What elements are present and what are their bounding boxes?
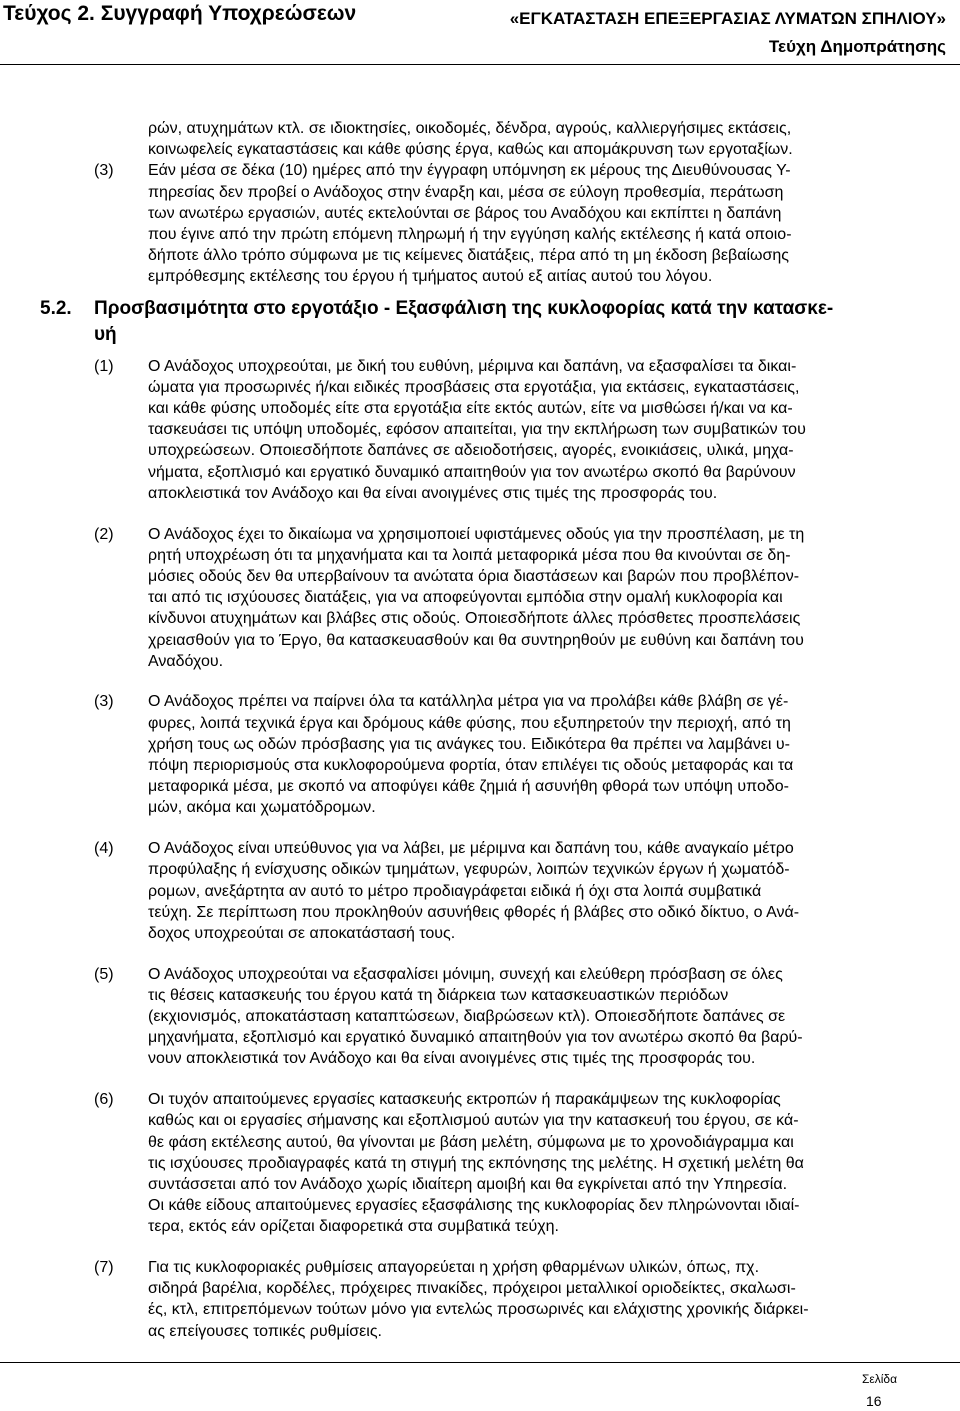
paragraph-line: αποκλειστικά τον Ανάδοχο και θα είναι ανοιγμένες στις τιμές της προσφοράς του.	[148, 484, 718, 502]
paragraph-line: τεύχη. Σε περίπτωση που προκληθούν ασυνήθεις φθορές ή βλάβες στο οδικό δίκτυο, ο Ανά-	[148, 903, 800, 921]
paragraph-line: ές, κτλ, επιτρεπόμενων τούτων μόνο για εντελώς προσωρινές και ελάχιστης χρονικής διάρκει-	[148, 1301, 809, 1319]
paragraph-line: χρήση τους ως οδών πρόσβασης για τις ανάγκες του. Ειδικότερα θα πρέπει να λαμβάνει υ-	[148, 735, 790, 753]
paragraph-line: (εκχιονισμός, αποκατάσταση καταπτώσεων, διαβρώσεων κτλ). Οποιεσδήποτε δαπάνες σε	[148, 1008, 786, 1025]
paragraph-line: προφύλαξης ή ενίσχυσης οδικών τμημάτων, γεφυρών, λοιπών τεχνικών έργων ή χωματόδ-	[148, 861, 790, 879]
paragraph-line: ρητή υποχρέωση ότι τα μηχανήματα και τα λοιπά μεταφορικά μέσα που θα κινούνται σε δη-	[148, 546, 791, 564]
paragraph-line: Ο Ανάδοχος υποχρεούται, με δική του ευθύνη, μέριμνα και δαπάνη, να εξασφαλίσει τα δικαι-	[148, 357, 797, 375]
paragraph-line: που έγινε από την πρώτη επόμενη πληρωμή ή την εγγύηση καλής εκτέλεσης ή κατά οποιο-	[148, 226, 792, 243]
paragraph-line: και κάθε φύσης υποδομές είτε στα εργοτάξια είτε εκτός αυτών, είτε να μισθώσει ή/και να κα-	[148, 400, 793, 417]
paragraph-line: Αναδόχου.	[148, 652, 224, 670]
paragraph-line: πηρεσίας δεν προβεί ο Ανάδοχος στην έναρξη και, μέσα σε εύλογη προθεσμία, περάτωση	[148, 183, 784, 201]
paragraph-line: νήματα, εξοπλισμό και εργατικό δυναμικό απαιτηθούν για τον ανωτέρω σκοπό θα βαρύνουν	[148, 463, 796, 481]
section-number: 5.2.	[40, 297, 72, 319]
paragraph-line: ται από τις ισχύουσες διατάξεις, για να αποφεύγονται εμπόδια στην ομαλή κυκλοφορία και	[148, 589, 783, 607]
paragraph-line: δοχος υποχρεούται σε αποκατάστασή τους.	[148, 924, 456, 942]
item-number: (4)	[94, 840, 114, 858]
paragraph-line: Ο Ανάδοχος έχει το δικαίωμα να χρησιμοποιεί υφιστάμενες οδούς για την προσπέλαση, με τη	[148, 525, 805, 543]
paragraph-line: τασκευάσει τις υπόψη υποδομές, εφόσον απαιτείται, για την εκπλήρωση των συμβατικών του	[148, 421, 806, 439]
paragraph-line: Για τις κυκλοφοριακές ρυθμίσεις απαγορεύεται η χρήση φθαρμένων υλικών, όπως, πχ.	[148, 1259, 760, 1276]
page-label: Σελίδα	[862, 1372, 898, 1386]
paragraph-line: Οι τυχόν απαιτούμενες εργασίες κατασκευής εκτροπών ή παρακάμψεων της κυκλοφορίας	[148, 1091, 781, 1109]
paragraph-line: τερα, εκτός εάν ορίζεται διαφορετικά στα συμβατικά τεύχη.	[148, 1218, 559, 1236]
item-number: (3)	[94, 693, 114, 711]
paragraph-line: Ο Ανάδοχος είναι υπεύθυνος για να λάβει, με μέριμνα και δαπάνη του, κάθε αναγκαίο μέτρο	[148, 840, 794, 858]
project-name: «ΕΓΚΑΤΑΣΤΑΣΗ ΕΠΕΞΕΡΓΑΣΙΑΣ ΛΥΜΑΤΩΝ ΣΠΗΛΙΟΥ»	[509, 9, 946, 28]
paragraph-line: Ο Ανάδοχος πρέπει να παίρνει όλα τα κατάλληλα μέτρα για να προλάβει κάθε βλάβη σε γέ-	[148, 693, 789, 711]
page-number: 16	[866, 1393, 882, 1409]
paragraph-line: Εάν μέσα σε δέκα (10) ημέρες από την έγγραφη υπόμνηση εκ μέρους της Διευθύνουσας Υ-	[148, 162, 791, 180]
paragraph-line: ρομων, ανεξάρτητα αν αυτό το μέτρο προδιαγράφεται ειδικά ή όχι στα λοιπά συμβατικά	[148, 882, 762, 900]
paragraph-line: σιδηρά βαρέλια, κορδέλες, πρόχειρες πινακίδες, πρόχειροι μεταλλικοί οριοδείκτες, σκαλωσι-	[148, 1280, 796, 1298]
item-number: (5)	[94, 965, 114, 983]
document-set-name: Τεύχη Δημοπράτησης	[768, 37, 946, 56]
paragraph-line: χρειασθούν για το Έργο, θα κατασκευασθούν και θα συντηρηθούν με ευθύνη και δαπάνη του	[148, 631, 804, 649]
paragraph-line: τις θέσεις κατασκευής του έργου κατά τη διάρκεια των κατασκευαστικών περιόδων	[148, 986, 729, 1004]
paragraph-line: Ο Ανάδοχος υποχρεούται να εξασφαλίσει μόνιμη, συνεχή και ελεύθερη πρόσβαση σε όλες	[148, 965, 783, 983]
paragraph-line: καθώς και οι εργασίες σήμανσης και εξοπλισμού αυτών για την κατασκευή του έργου, σε κά-	[148, 1112, 799, 1130]
paragraph-line: μεταφορικά μέσα, με σκοπό να αποφύγει κάθε ζημιά ή ασυνήθη φθορά των υπόψη υποδο-	[148, 778, 789, 796]
paragraph-line: συντάσσεται από τον Ανάδοχο χωρίς ιδιαίτερη αμοιβή και θα εγκρίνεται από την Υπηρεσία.	[148, 1175, 788, 1193]
footer-divider	[0, 1362, 960, 1363]
paragraph-line: κίνδυνοι ατυχημάτων και βλάβες στις οδούς. Οποιεσδήποτε άλλες πρόσθετες προσπελάσεις	[148, 610, 801, 628]
paragraph-line: νουν αποκλειστικά τον Ανάδοχο και θα είναι ανοιγμένες στις τιμές της προσφοράς του.	[148, 1050, 756, 1068]
paragraph-line: υποχρεώσεων. Οποιεσδήποτε δαπάνες σε αδειοδοτήσεις, αγορές, ενοικιάσεις, υλικά, μηχα-	[148, 442, 794, 460]
document-volume-title: Τεύχος 2. Συγγραφή Υποχρεώσεων	[3, 2, 357, 25]
paragraph-line: κοινωφελείς εγκαταστάσεις και κάθε φύσης έργα, καθώς και απομάκρυνση των εργοταξίων.	[148, 141, 793, 159]
header-divider	[0, 64, 960, 65]
paragraph-line: Οι κάθε είδους απαιτούμενες εργασίες εξασφάλισης της κυκλοφορίας δεν πληρώνονται ιδιαί-	[148, 1197, 800, 1215]
item-number: (3)	[94, 162, 114, 180]
paragraph-line: μόσιες οδούς δεν θα υπερβαίνουν τα ανώτατα όρια διαστάσεων και βαρών που προβλέπον-	[148, 567, 800, 585]
paragraph-line: δήποτε άλλο τρόπο σύμφωνα με τις κείμενες διατάξεις, πέρα από τη μη έκδοση βεβαίωσης	[148, 247, 789, 265]
item-number: (7)	[94, 1259, 114, 1276]
paragraph-line: φυρες, λοιπά τεχνικά έργα και δρόμους κάθε φύσης, που εξυπηρετούν την περιοχή, από τη	[148, 714, 791, 732]
paragraph-line: ώματα για προσωρινές ή/και ειδικές προσβάσεις στα εργοτάξια, για εκτάσεις, εγκαταστάσεις,	[148, 378, 800, 396]
item-number: (2)	[94, 525, 114, 543]
item-number: (6)	[94, 1091, 114, 1109]
item-number: (1)	[94, 357, 114, 375]
paragraph-line: μηχανήματα, εξοπλισμό και εργατικό δυναμικό απαιτηθούν για τον ανωτέρω σκοπό θα βαρύ-	[148, 1029, 803, 1047]
section-title: Προσβασιμότητα στο εργοτάξιο - Εξασφάλιση της κυκλοφορίας κατά την κατασκε-	[94, 297, 834, 319]
paragraph-line: τις ισχύουσες προδιαγραφές κατά τη στιγμή της εκπόνησης της μελέτης. Η σχετική μελέτη θα	[148, 1154, 804, 1172]
paragraph-line: πόψη περιορισμούς στα κυκλοφορούμενα φορτία, όταν επιλέγει τις οδούς μεταφοράς και τα	[148, 757, 794, 774]
paragraph-line: εμπρόθεσμης εκτέλεσης του έργου ή τμήματος αυτού εξ αιτίας αυτού του λόγου.	[148, 268, 713, 286]
paragraph-line: ρών, ατυχημάτων κτλ. σε ιδιοκτησίες, οικοδομές, δένδρα, αγρούς, καλλιεργήσιμες εκτάσεις,	[148, 120, 792, 137]
paragraph-line: των ανωτέρω εργασιών, αυτές εκτελούνται σε βάρος του Αναδόχου και εκπίπτει η δαπάνη	[148, 204, 782, 222]
project-title	[426, 5, 946, 61]
paragraph-line: ας επείγουσες τοπικές ρυθμίσεις.	[148, 1322, 382, 1340]
paragraph-line: μών, ακόμα και χωματόδρομων.	[148, 799, 376, 817]
section-title-continued: υή	[94, 323, 117, 345]
paragraph-line: θε φάση εκτέλεσης αυτού, θα γίνονται με βάση μελέτη, σύμφωνα με το χρονοδιάγραμμα και	[148, 1133, 794, 1151]
